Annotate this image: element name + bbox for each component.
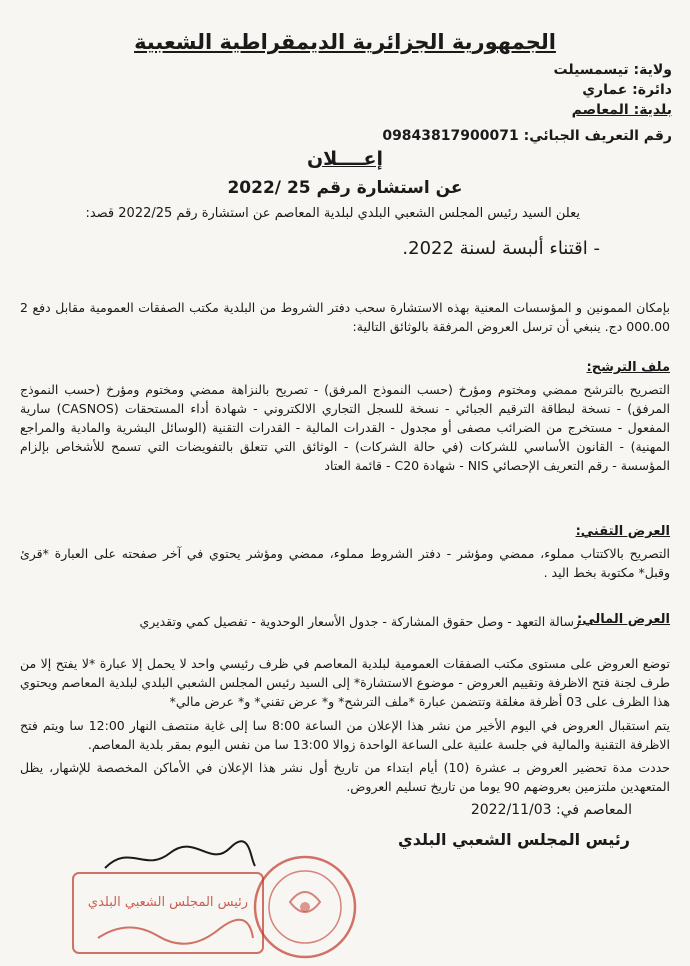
daira-label: دائرة: عماري <box>582 82 672 98</box>
paragraph-deadline: حددت مدة تحضير العروض بـ عشرة (10) أيام ابتداء من تاريخ أول نشر هذا الإعلان في الأماكن المخصصة للإشهار، يظل المتعهدين ملتزمين بعروضهم 90 يوما من تاريخ تسليم العروض. <box>20 760 670 794</box>
announcement-item: - اقتناء ألبسة لسنة 2022. <box>402 238 600 259</box>
announcement-title: إعــــلان <box>306 148 384 170</box>
paragraph-submission: توضع العروض على مستوى مكتب الصفقات العمومية لبلدية المعاصم في ظرف رئيسي واحد لا يحمل إلا عبارة *لا يفتح إلا من طرف لجنة فتح الاظرفة وتقييم العروض - موضوع الاستشارة* إلى السيد رئيس المجلس الشعبي البلدي لبلدية المعاصم ويحتوي هذا الظرف على 03 أظرفة مغلقة وتتضمن عبارة *ملف الترشح* و* عرض تقني* و* عرض مالي* <box>20 656 670 709</box>
republic-title: الجمهورية الجزائرية الديمقراطية الشعبية <box>134 30 556 54</box>
date-line: المعاصم في: 2022/11/03 <box>470 802 632 818</box>
official-seal <box>250 852 360 962</box>
section-financial-text: رسالة التعهد - وصل حقوق المشاركة - جدول الأسعار الوحدوية - تفصيل كمي وتقديري <box>139 614 580 629</box>
signature-title: رئيس المجلس الشعبي البلدي <box>398 830 630 849</box>
section-candidacy-title: ملف الترشح: <box>586 360 670 375</box>
announcement-intro: يعلن السيد رئيس المجلس الشعبي البلدي لبلدية المعاصم عن استشارة رقم 2022/25 قصد: <box>85 206 580 221</box>
section-technical-title: العرض التقني: <box>575 524 670 539</box>
wilaya-label: ولاية: تيسمسيلت <box>553 62 672 78</box>
signature-stamp <box>68 868 268 958</box>
section-technical-text: التصريح بالاكتتاب مملوء، ممضي ومؤشر - دفتر الشروط مملوء، ممضي ومؤشر يحتوي في آخر صفحته على العبارة *قرئ وقبل* مكتوبة بخط اليد . <box>20 546 670 580</box>
announcement-subtitle: عن استشارة رقم 25 /2022 <box>227 178 463 198</box>
section-candidacy-text: التصريح بالترشح ممضي ومختوم ومؤرخ (حسب النموذج المرفق) - تصريح بالنزاهة ممضي ومختوم ومؤرخ (حسب النموذج المرفق) - نسخة لبطاقة الترقيم الجبائي - نسخة للسجل التجاري الالكتروني - شهادة أداء المستحقات (CASNOS) سارية المفعول - مستخرج من الضرائب مصفى أو مجدول - القدرات المالية - القدرات التقنية (الوسائل البشرية والمادية والمراجع المهنية) - القانون الأساسي للشركات (في حالة الشركات) - الوثائق التي تتعلق بالتفويضات التي تسمح للأشخاص بإلزام المؤسسة - رقم التعريف الإحصائي NIS - شهادة C20 - قائمة العتاد <box>20 382 670 473</box>
commune-label: بلدية: المعاصم <box>571 102 672 118</box>
section-financial-title: العرض المالي: <box>577 612 670 627</box>
paragraph-reception: يتم استقبال العروض في اليوم الأخير من نشر هذا الإعلان من الساعة 8:00 سا إلى غاية منتصف النهار 12:00 سا ويتم فتح الاظرفة التقنية والمالية في جلسة علنية على الساعة الواحدة زوالا 13:00 سا من نفس اليوم بمقر بلدية المعاصم. <box>20 718 670 752</box>
handwritten-signature <box>100 838 260 878</box>
stamp-label: رئيس المجلس الشعبي البلدي <box>87 895 249 910</box>
tax-id-label: رقم التعريف الجبائي: 09843817900071 <box>382 128 672 144</box>
paragraph-documents: بإمكان الممونين و المؤسسات المعنية بهذه الاستشارة سحب دفتر الشروط من البلدية مكتب الصفقات العمومية مقابل دفع 2 000.00 دج. ينبغي أن ترسل العروض المرفقة بالوثائق التالية: <box>20 300 670 334</box>
